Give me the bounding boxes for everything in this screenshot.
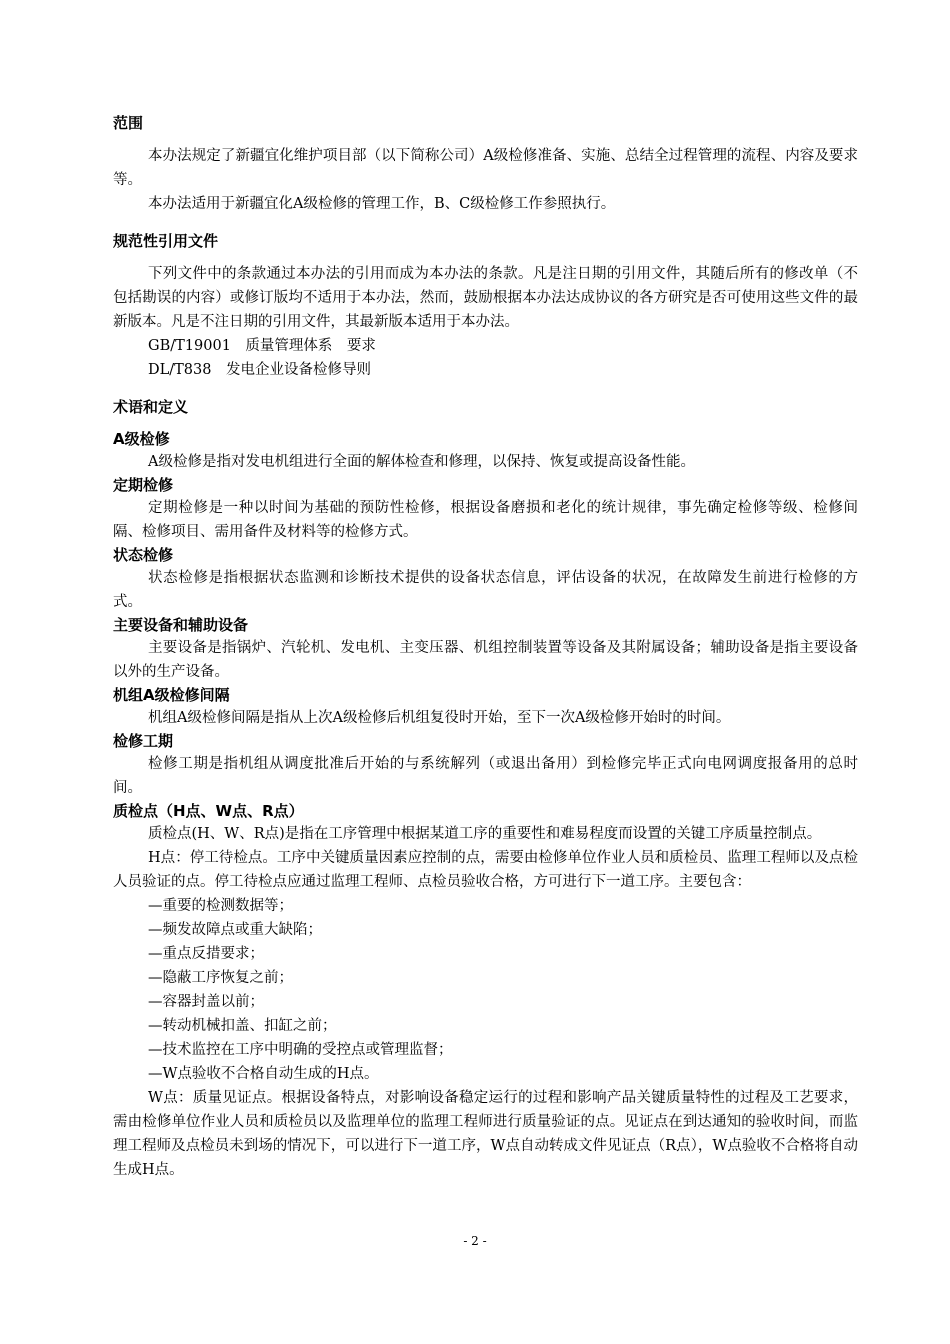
term-heading-state: 状态检修: [113, 546, 174, 564]
scope-paragraph-2: 本办法适用于新疆宜化A级检修的管理工作，B、C级检修工作参照执行。: [148, 196, 616, 212]
list-item: —隐蔽工序恢复之前；: [148, 970, 293, 986]
term-heading-interval: 机组A级检修间隔: [113, 686, 230, 704]
scope-paragraph-1: 本办法规定了新疆宜化维护项目部（以下简称公司）A级检修准备、实施、总结全过程管理的流程、内容及要求等。: [113, 148, 858, 188]
list-item: —重要的检测数据等；: [148, 898, 293, 914]
section-heading-terms: 术语和定义: [113, 398, 189, 416]
term-text-quality-check: 质检点(H、W、R点)是指在工序管理中根据某道工序的重要性和难易程度而设置的关键工序质量控制点。: [148, 826, 822, 842]
list-item: —容器封盖以前；: [148, 994, 264, 1010]
w-point-text: W点：质量见证点。根据设备特点，对影响设备稳定运行的过程和影响产品关键质量特性的过程及工艺要求，需由检修单位作业人员和质检员以及监理单位的监理工程师进行质量验证的点。见证点在到达通知的验收时间，而监理工程师及点检员未到场的情况下，可以进行下一道工序，W点自动转成文件见证点（R点），W点验收不合格将自动生成H点。: [113, 1090, 858, 1178]
term-heading-equipment: 主要设备和辅助设备: [113, 616, 249, 634]
reference-gbt19001: GB/T19001 质量管理体系 要求: [148, 338, 376, 354]
term-heading-period: 检修工期: [113, 732, 174, 750]
term-text-interval: 机组A级检修间隔是指从上次A级检修后机组复役时开始，至下一次A级检修开始时的时间。: [148, 710, 731, 726]
list-item: —重点反措要求；: [148, 946, 264, 962]
references-paragraph: 下列文件中的条款通过本办法的引用而成为本办法的条款。凡是注日期的引用文件，其随后所有的修改单（不包括勘误的内容）或修订版均不适用于本办法，然而，鼓励根据本办法达成协议的各方研究是否可使用这些文件的最新版本。凡是不注日期的引用文件，其最新版本适用于本办法。: [113, 266, 858, 330]
reference-dlt838: DL/T838 发电企业设备检修导则: [148, 362, 371, 378]
list-item: —转动机械扣盖、扣缸之前；: [148, 1018, 337, 1034]
h-point-text: H点：停工待检点。工序中关键质量因素应控制的点，需要由检修单位作业人员和质检员、监理工程师以及点检人员验证的点。停工待检点应通过监理工程师、点检员验收合格，方可进行下一道工序。主要包含：: [113, 850, 858, 890]
term-text-equipment: 主要设备是指锅炉、汽轮机、发电机、主变压器、机组控制装置等设备及其附属设备；辅助设备是指主要设备以外的生产设备。: [113, 640, 858, 680]
term-text-a-level: A级检修是指对发电机组进行全面的解体检查和修理，以保持、恢复或提高设备性能。: [148, 454, 695, 470]
term-text-state: 状态检修是指根据状态监测和诊断技术提供的设备状态信息，评估设备的状况，在故障发生前进行检修的方式。: [113, 570, 858, 610]
list-item: —W点验收不合格自动生成的H点。: [148, 1066, 379, 1082]
section-heading-scope: 范围: [113, 114, 144, 132]
document-body: [113, 112, 858, 1182]
section-heading-references: 规范性引用文件: [113, 232, 219, 250]
list-item: —频发故障点或重大缺陷；: [148, 922, 322, 938]
term-text-periodic: 定期检修是一种以时间为基础的预防性检修，根据设备磨损和老化的统计规律，事先确定检修等级、检修间隔、检修项目、需用备件及材料等的检修方式。: [113, 500, 858, 540]
list-item: —技术监控在工序中明确的受控点或管理监督；: [148, 1042, 453, 1058]
term-heading-a-level: A级检修: [113, 430, 170, 448]
term-heading-periodic: 定期检修: [113, 476, 174, 494]
page-number: - 2 -: [463, 1234, 487, 1248]
term-text-period: 检修工期是指机组从调度批准后开始的与系统解列（或退出备用）到检修完毕正式向电网调度报备用的总时间。: [113, 756, 858, 796]
term-heading-quality-check: 质检点（H点、W点、R点）: [113, 802, 304, 820]
